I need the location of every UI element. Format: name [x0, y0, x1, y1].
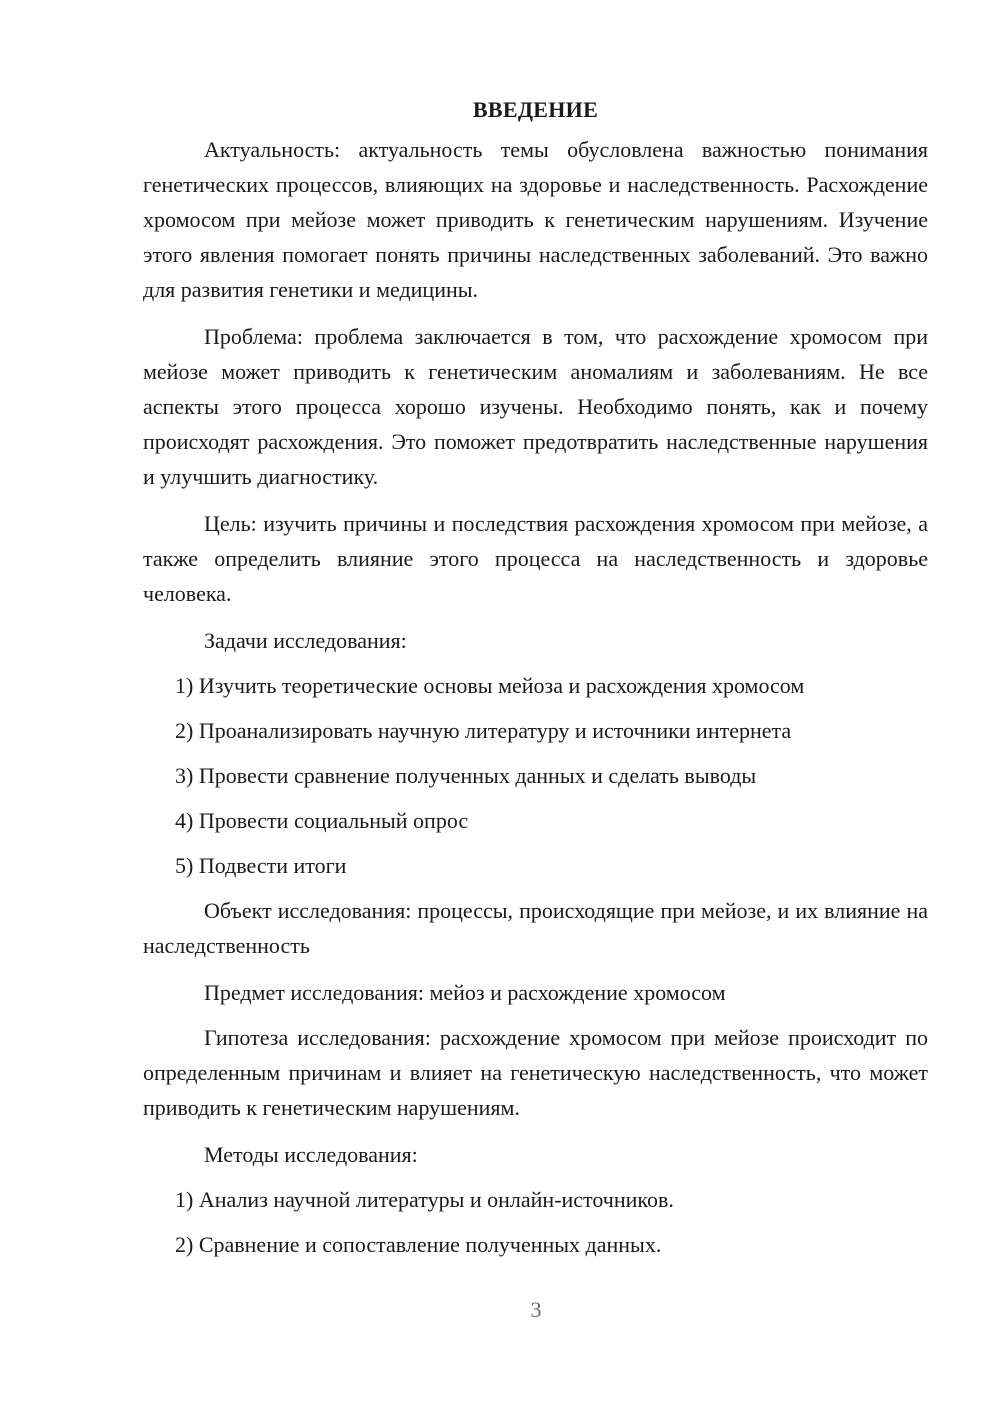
goal-paragraph: Цель: изучить причины и последствия расхождения хромосом при мейозе, а также определить влияние этого процесса на наследственность и здоровье человека. — [143, 511, 928, 606]
subject-paragraph: Предмет исследования: мейоз и расхождение хромосом — [204, 980, 726, 1005]
relevance-paragraph: Актуальность: актуальность темы обусловлена важностью понимания генетических процессов, влияющих на здоровье и наследственность. Расхождение хромосом при мейозе может приводить к генетическим нарушениям. Изучение этого явления помогает понять причины наследственных заболеваний. Это важно для развития генетики и медицины. — [143, 137, 928, 302]
methods-list — [143, 1182, 928, 1262]
task-item-4: 4) Провести социальный опрос — [175, 808, 469, 833]
object-paragraph: Объект исследования: процессы, происходящие при мейозе, и их влияние на наследственность — [143, 898, 928, 958]
method-item-1: 1) Анализ научной литературы и онлайн-источников. — [175, 1187, 674, 1212]
problem-paragraph: Проблема: проблема заключается в том, что расхождение хромосом при мейозе может приводить к генетическим аномалиям и заболеваниям. Не все аспекты этого процесса хорошо изучены. Необходимо понять, как и почему происходят расхождения. Это поможет предотвратить наследственные нарушения и улучшить диагностику. — [143, 324, 928, 489]
task-item-1: 1) Изучить теоретические основы мейоза и расхождения хромосом — [175, 673, 805, 698]
methods-heading: Методы исследования: — [204, 1142, 418, 1167]
page-number: 3 — [530, 1297, 542, 1322]
document-page — [143, 96, 928, 1272]
task-item-3: 3) Провести сравнение полученных данных и сделать выводы — [175, 763, 757, 788]
method-item-2: 2) Сравнение и сопоставление полученных данных. — [175, 1232, 662, 1257]
page-title: ВВЕДЕНИЕ — [472, 97, 599, 122]
task-item-5: 5) Подвести итоги — [175, 853, 347, 878]
hypothesis-paragraph: Гипотеза исследования: расхождение хромосом при мейозе происходит по определенным причинам и влияет на генетическую наследственность, что может приводить к генетическим нарушениям. — [143, 1025, 928, 1120]
tasks-heading: Задачи исследования: — [204, 628, 407, 653]
tasks-list — [143, 668, 928, 883]
task-item-2: 2) Проанализировать научную литературу и источники интернета — [175, 718, 792, 743]
